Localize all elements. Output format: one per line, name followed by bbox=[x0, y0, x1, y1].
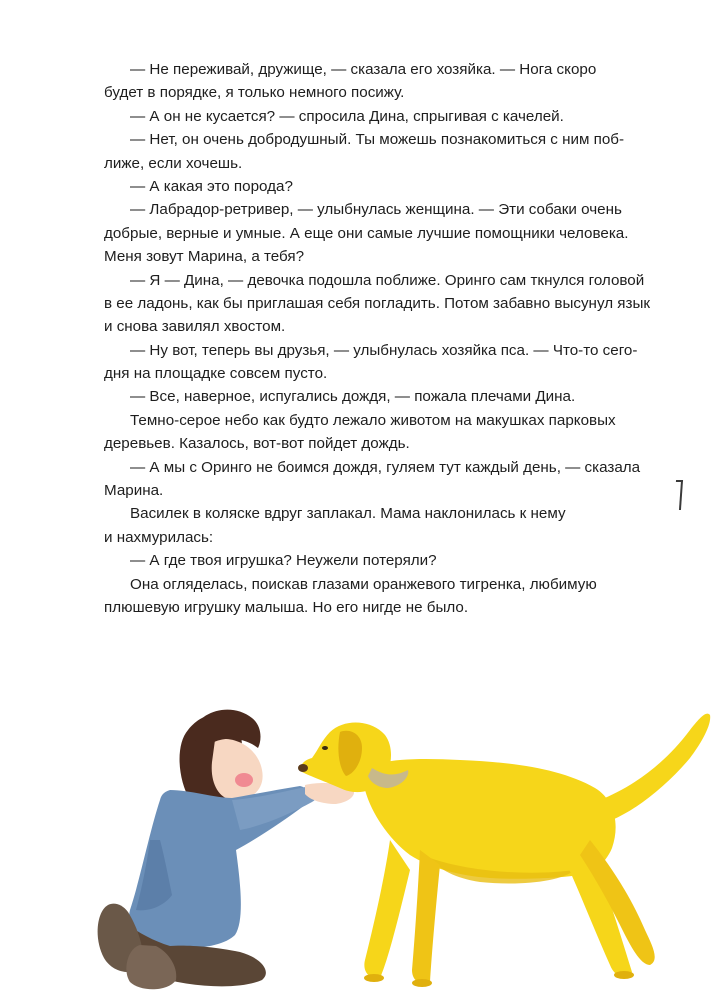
text-line: Василек в коляске вдруг заплакал. Мама наклонилась к нему bbox=[130, 505, 566, 523]
text-line: Меня зовут Марина, а тебя? bbox=[104, 248, 305, 266]
text-line: — Все, наверное, испугались дождя, — пожала плечами Дина. bbox=[130, 388, 576, 406]
text-line: плюшевую игрушку малыша. Но его нигде не было. bbox=[104, 598, 469, 616]
text-line: — Я — Дина, — девочка подошла поближе. Оринго сам ткнулся головой bbox=[130, 271, 645, 289]
text-line: лиже, если хочешь. bbox=[104, 154, 243, 172]
girl-figure bbox=[98, 710, 354, 990]
text-line: и снова завилял хвостом. bbox=[104, 318, 286, 336]
text-line: — Лабрадор-ретривер, — улыбнулась женщина. — Эти собаки очень bbox=[130, 201, 622, 219]
text-line: Она огляделась, поискав глазами оранжевого тигренка, любимую bbox=[130, 575, 597, 593]
dog-front-leg-1 bbox=[364, 840, 410, 978]
text-line: — А мы с Оринго не боимся дождя, гуляем тут каждый день, — сказала bbox=[130, 458, 641, 476]
text-line: добрые, верные и умные. А еще они самые лучшие помощники человека. bbox=[104, 224, 629, 242]
page-number-mark bbox=[679, 480, 683, 510]
text-line: деревьев. Казалось, вот-вот пойдет дождь. bbox=[104, 435, 410, 453]
text-line: будет в порядке, я только немного посижу. bbox=[104, 84, 405, 102]
text-line: в ее ладонь, как бы приглашая себя погладить. Потом забавно высунул язык bbox=[104, 294, 651, 312]
story-text bbox=[104, 58, 651, 619]
text-line: Марина. bbox=[104, 482, 164, 500]
dog-nose bbox=[298, 764, 308, 772]
text-line: и нахмурилась: bbox=[104, 528, 214, 546]
girl-cheek bbox=[235, 773, 253, 787]
text-line: — Ну вот, теперь вы друзья, — улыбнулась хозяйка пса. — Что-то сего- bbox=[130, 341, 638, 359]
dog-figure bbox=[298, 714, 710, 987]
text-line: — А какая это порода? bbox=[130, 177, 293, 195]
girl-face bbox=[212, 739, 263, 800]
dog-tail bbox=[600, 714, 710, 820]
text-line: — А он не кусается? — спросила Дина, спрыгивая с качелей. bbox=[130, 107, 564, 125]
dog-eye bbox=[322, 746, 328, 750]
dog-paw bbox=[364, 974, 384, 982]
dog-paw bbox=[614, 971, 634, 979]
text-line: — А где твоя игрушка? Неужели потеряли? bbox=[130, 552, 437, 570]
dog-front-leg-2 bbox=[412, 850, 440, 984]
text-line: — Нет, он очень добродушный. Ты можешь познакомиться с ним поб- bbox=[130, 131, 625, 149]
text-line: — Не переживай, дружище, — сказала его хозяйка. — Нога скоро bbox=[130, 61, 597, 78]
dog-paw bbox=[412, 979, 432, 987]
text-line: дня на площадке совсем пусто. bbox=[104, 365, 328, 383]
text-line: Темно-серое небо как будто лежало животом на макушках парковых bbox=[130, 411, 616, 429]
illustration-girl-and-dog bbox=[0, 690, 723, 1000]
